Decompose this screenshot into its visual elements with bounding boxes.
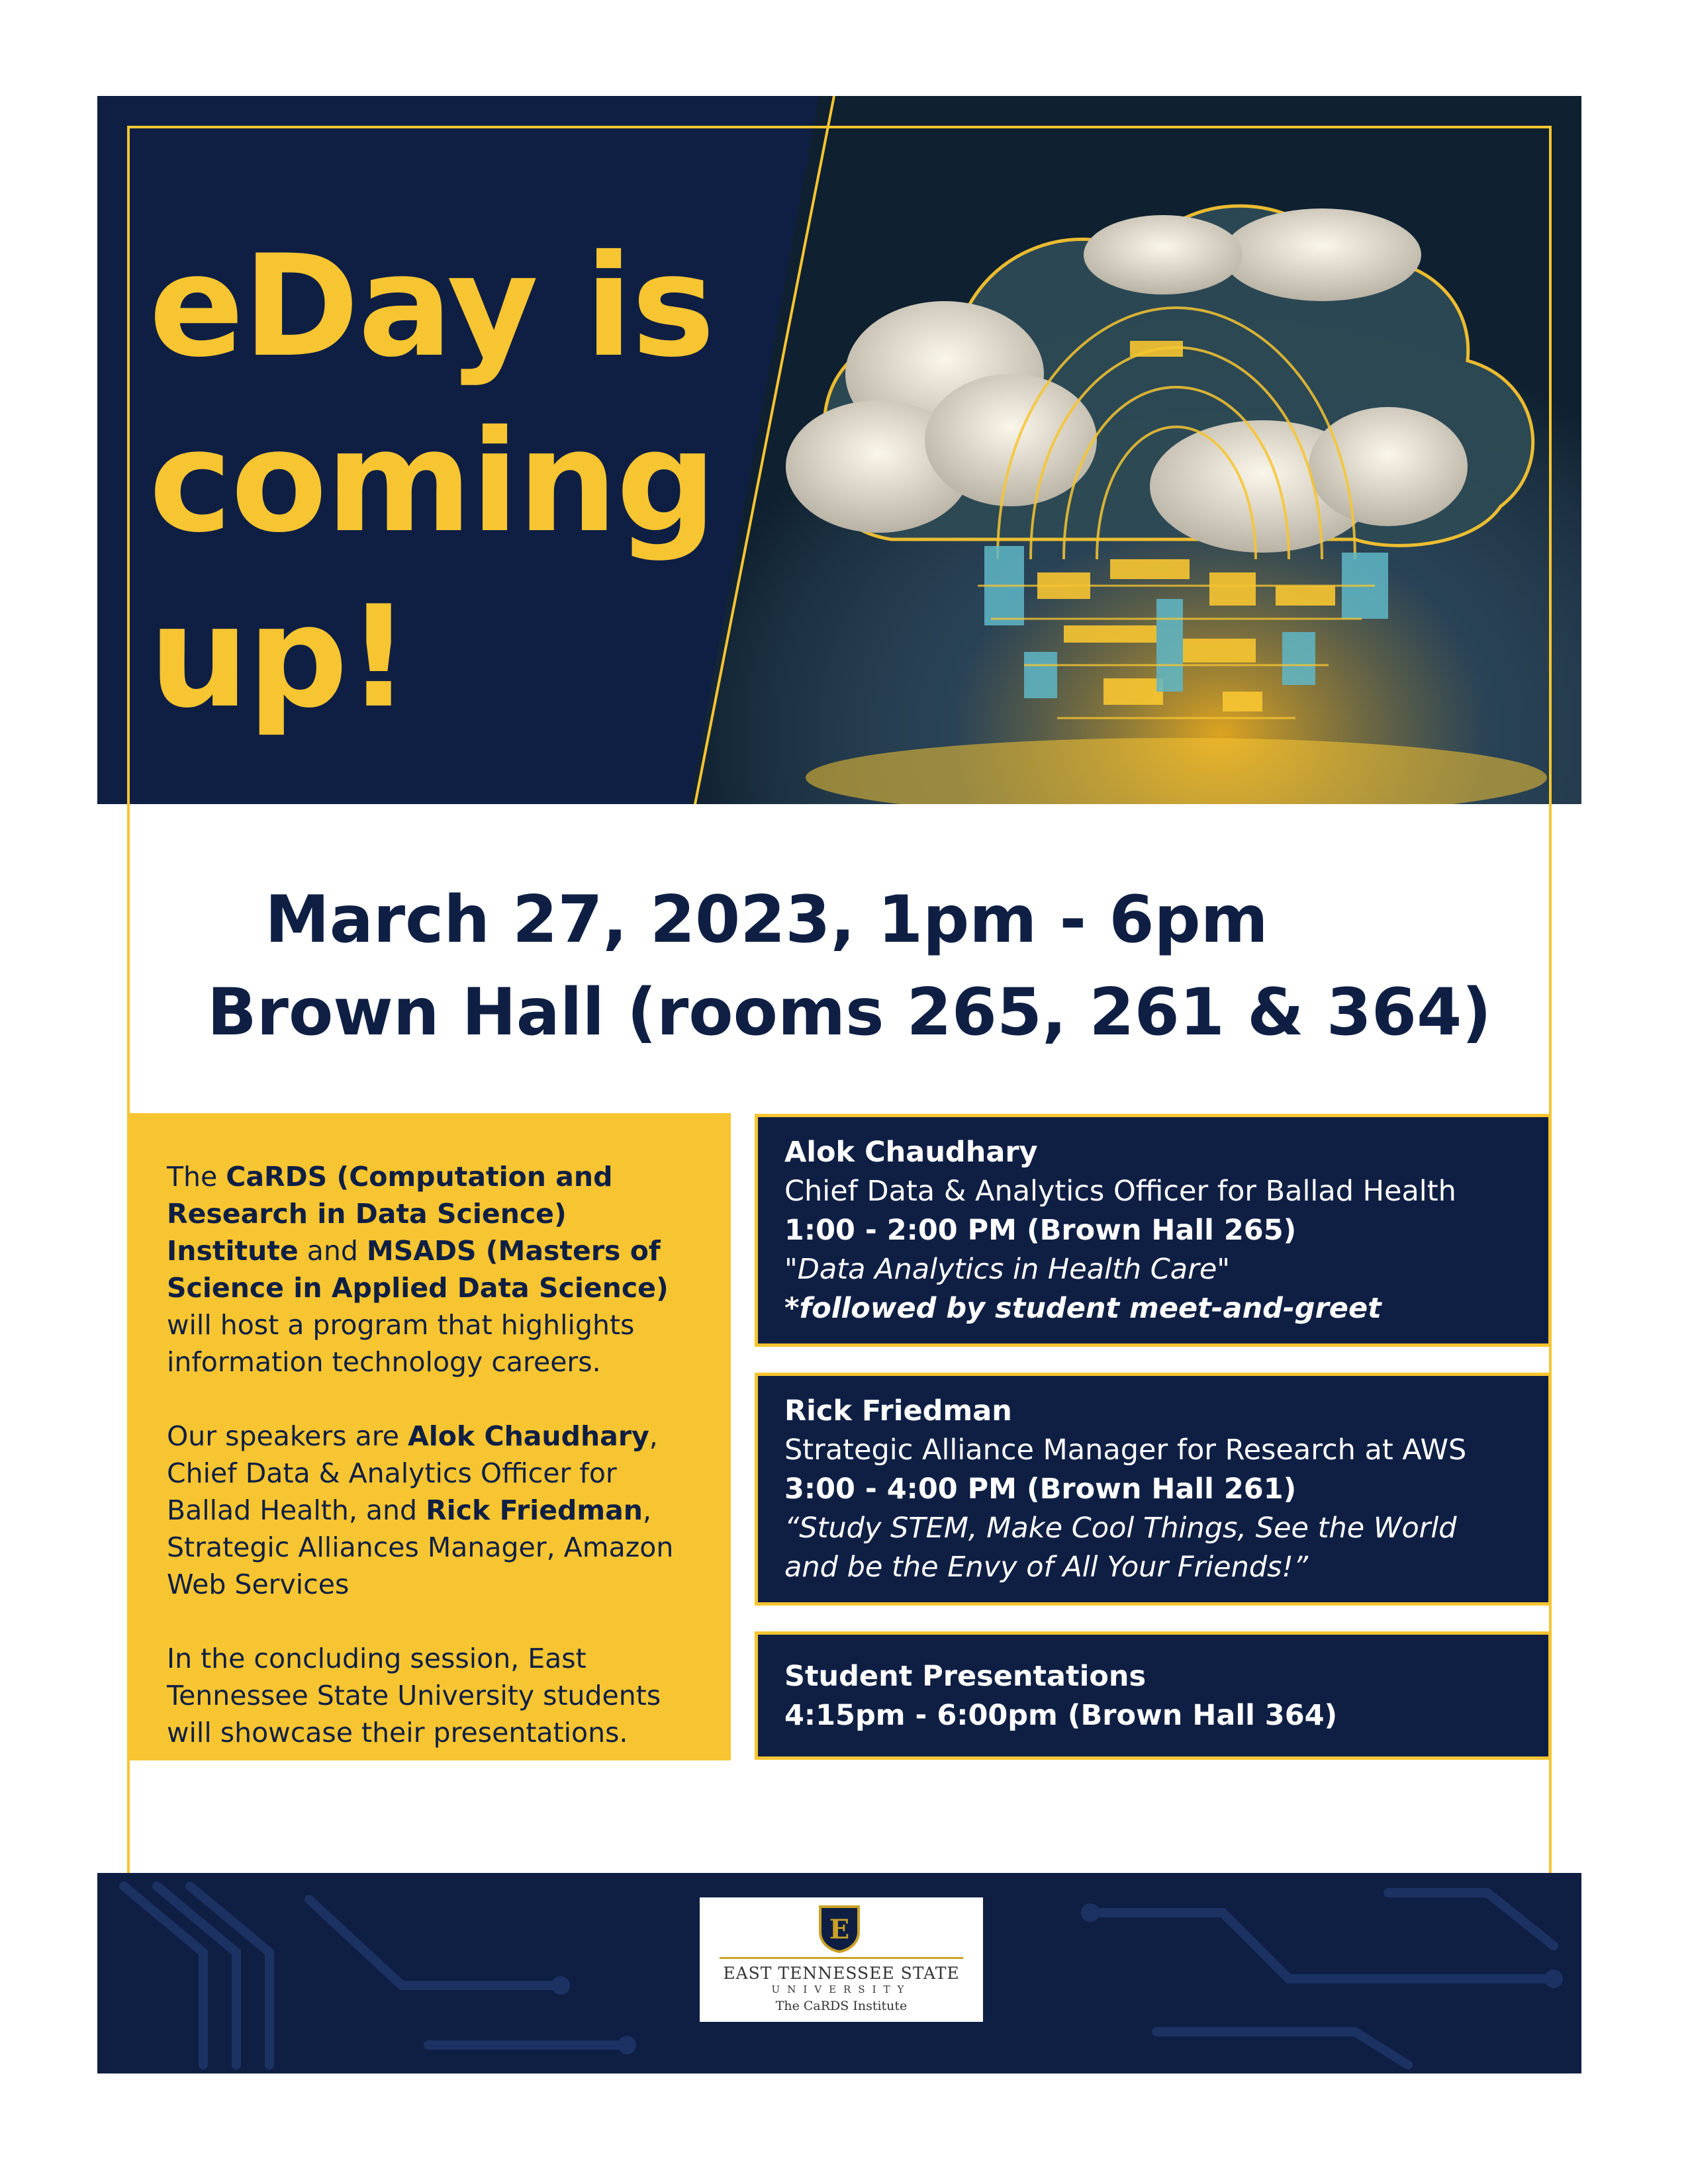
info-text: will host a program that highlights information technology careers. [167, 1309, 635, 1378]
session-card-rick [755, 1373, 1552, 1606]
info-text: The [167, 1161, 226, 1193]
logo-divider [720, 1957, 963, 1959]
logo-university-word: UNIVERSITY [771, 1983, 912, 1995]
speaker-name: Alok Chaudhary [407, 1420, 649, 1452]
session-note: *followed by student meet-and-greet [784, 1292, 1382, 1325]
event-location: Brown Hall (rooms 265, 261 & 364) [207, 975, 1492, 1050]
info-text: , Chief Data & Analytics Officer for Ballad Health, and [167, 1420, 658, 1526]
info-text: and [298, 1235, 367, 1267]
shield-letter: E [829, 1914, 850, 1945]
session-card-alok [755, 1114, 1552, 1347]
session-title-line-2: and be the Envy of All Your Friends!” [784, 1551, 1309, 1584]
etsu-shield-icon [819, 1905, 860, 1953]
info-box [127, 1113, 731, 1760]
session-time [784, 1696, 1522, 1735]
info-text: , Strategic Alliances Manager, Amazon Web Services [167, 1494, 674, 1600]
info-paragraph-2 [167, 1418, 691, 1603]
session-time: 1:00 - 2:00 PM (Brown Hall 265) [784, 1214, 1297, 1247]
speaker-name: Rick Friedman [426, 1494, 643, 1526]
session-role: Strategic Alliance Manager for Research at AWS [784, 1433, 1467, 1467]
session-room: (Brown Hall 364) [1057, 1699, 1338, 1732]
session-time: 3:00 - 4:00 PM (Brown Hall 261) [784, 1473, 1297, 1506]
session-name: Student Presentations [784, 1660, 1147, 1693]
poster [97, 96, 1581, 2073]
info-paragraph-1 [167, 1158, 691, 1381]
headline: eDay is coming up! [149, 224, 716, 739]
session-role: Chief Data & Analytics Officer for Ballad Health [784, 1175, 1456, 1208]
session-title-line-1: “Study STEM, Make Cool Things, See the World [784, 1512, 1457, 1545]
logo-university-name: EAST TENNESSEE STATE [723, 1964, 960, 1983]
session-speaker: Alok Chaudhary [784, 1136, 1038, 1169]
etsu-logo [700, 1897, 983, 2022]
info-paragraph-3: In the concluding session, East Tennessee State University students will showcase their presentations. [167, 1643, 661, 1749]
msads-program-name: MSADS (Masters of Science in Applied Data Science) [167, 1235, 669, 1304]
cards-institute-name: CaRDS (Computation and Research in Data Science) Institute [167, 1161, 613, 1267]
session-title: "Data Analytics in Health Care" [784, 1253, 1231, 1286]
session-time-range: 4:15pm - 6:00pm [784, 1699, 1058, 1732]
session-card-students [755, 1631, 1552, 1760]
logo-institute-name: The CaRDS Institute [775, 1999, 908, 2013]
event-date-time: March 27, 2023, 1pm - 6pm [265, 882, 1268, 958]
session-speaker: Rick Friedman [784, 1394, 1012, 1428]
info-text: Our speakers are [167, 1420, 408, 1452]
